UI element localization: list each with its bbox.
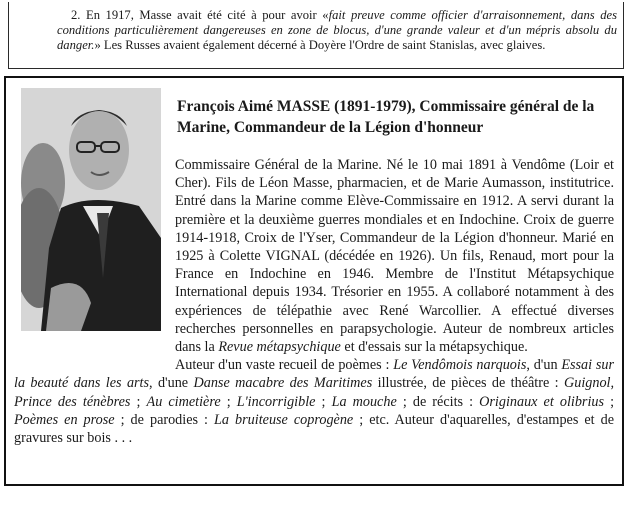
works-text: illustrée, de pièces de théâtre :: [377, 375, 559, 392]
footnote: [8, 2, 624, 69]
work-title: L'incorrigible: [236, 393, 316, 410]
work-title: La bruiteuse coprogène: [214, 411, 354, 428]
page-cut: [6, 478, 622, 484]
biography-title: François Aimé MASSE (1891-1979), Commissaire général de la Marine, Commandeur de la Légion d'honneur: [177, 98, 595, 136]
footnote-number: 2.: [71, 8, 81, 22]
footnote-quote: fait preuve comme officier d'arraisonnement, dans des conditions particulièrement dangereuses en zone de blocus, d'une grande valeur et d'un mépris absolu du danger.: [57, 8, 617, 52]
footnote-text-start: En 1917, Masse avait été cité à pour avoir «: [86, 8, 329, 22]
works-text: ;: [321, 393, 326, 410]
work-title: Guignol, Prince des ténèbres: [14, 375, 615, 410]
works-intro: Auteur d'un vaste recueil de poèmes :: [175, 357, 390, 374]
works-text: ;: [136, 393, 141, 410]
works-paragraph: [14, 356, 614, 447]
biography-card: [4, 76, 624, 486]
biography-text: [14, 156, 614, 447]
works-text: , d'une: [149, 375, 189, 392]
works-text: ;: [610, 393, 615, 410]
bio-revue: Revue métapsychique: [218, 339, 341, 356]
work-title: Originaux et olibrius: [479, 393, 605, 410]
work-title: Au cimetière: [146, 393, 221, 410]
works-text: ; de parodies :: [120, 411, 209, 428]
work-title: La mouche: [331, 393, 397, 410]
bio-end: et d'essais sur la métapsychique.: [344, 339, 528, 356]
work-title: Poèmes en prose: [14, 411, 115, 428]
works-text: ; etc. Auteur d'aquarelles, d'estampes et de gravures sur bois . . .: [14, 411, 615, 447]
footnote-text-end: » Les Russes avaient également décerné à Doyère l'Ordre de saint Stanislas, avec glaives.: [94, 38, 546, 52]
work-title: Danse macabre des Maritimes: [193, 375, 373, 392]
work-title: Le Vendômois narquois: [393, 357, 527, 374]
works-text: , d'un: [526, 357, 558, 374]
bio-main: Commissaire Général de la Marine. Né le 10 mai 1891 à Vendôme (Loir et Cher). Fils de Léon Masse, pharmacien, et de Marie Aumasson, institutrice. Entré dans la Marine comme Elève-Commissaire en 1912. A servi durant la première et la deuxième guerres mondiales et en Indochine. Croix de guerre 1914-1918, Croix de l'Yser, Commandeur de la Légion d'honneur. Marié en 1925 à Colette VIGNAL (décédée en 1926). Un fils, Renaud, mort pour la France en Indochine en 1946. Membre de l'Institut Métapsychique International depuis 1934. Trésorier en 1955. A collaboré notamment à des expériences de télépathie avec René Warcollier. A effectué diverses recherches personnelles en parapsychologie. Auteur de nombreux articles dans la: [175, 157, 614, 356]
work-title: Essai sur la beauté dans les arts: [14, 357, 615, 392]
works-text: ;: [226, 393, 231, 410]
works-text: ; de récits :: [402, 393, 474, 410]
